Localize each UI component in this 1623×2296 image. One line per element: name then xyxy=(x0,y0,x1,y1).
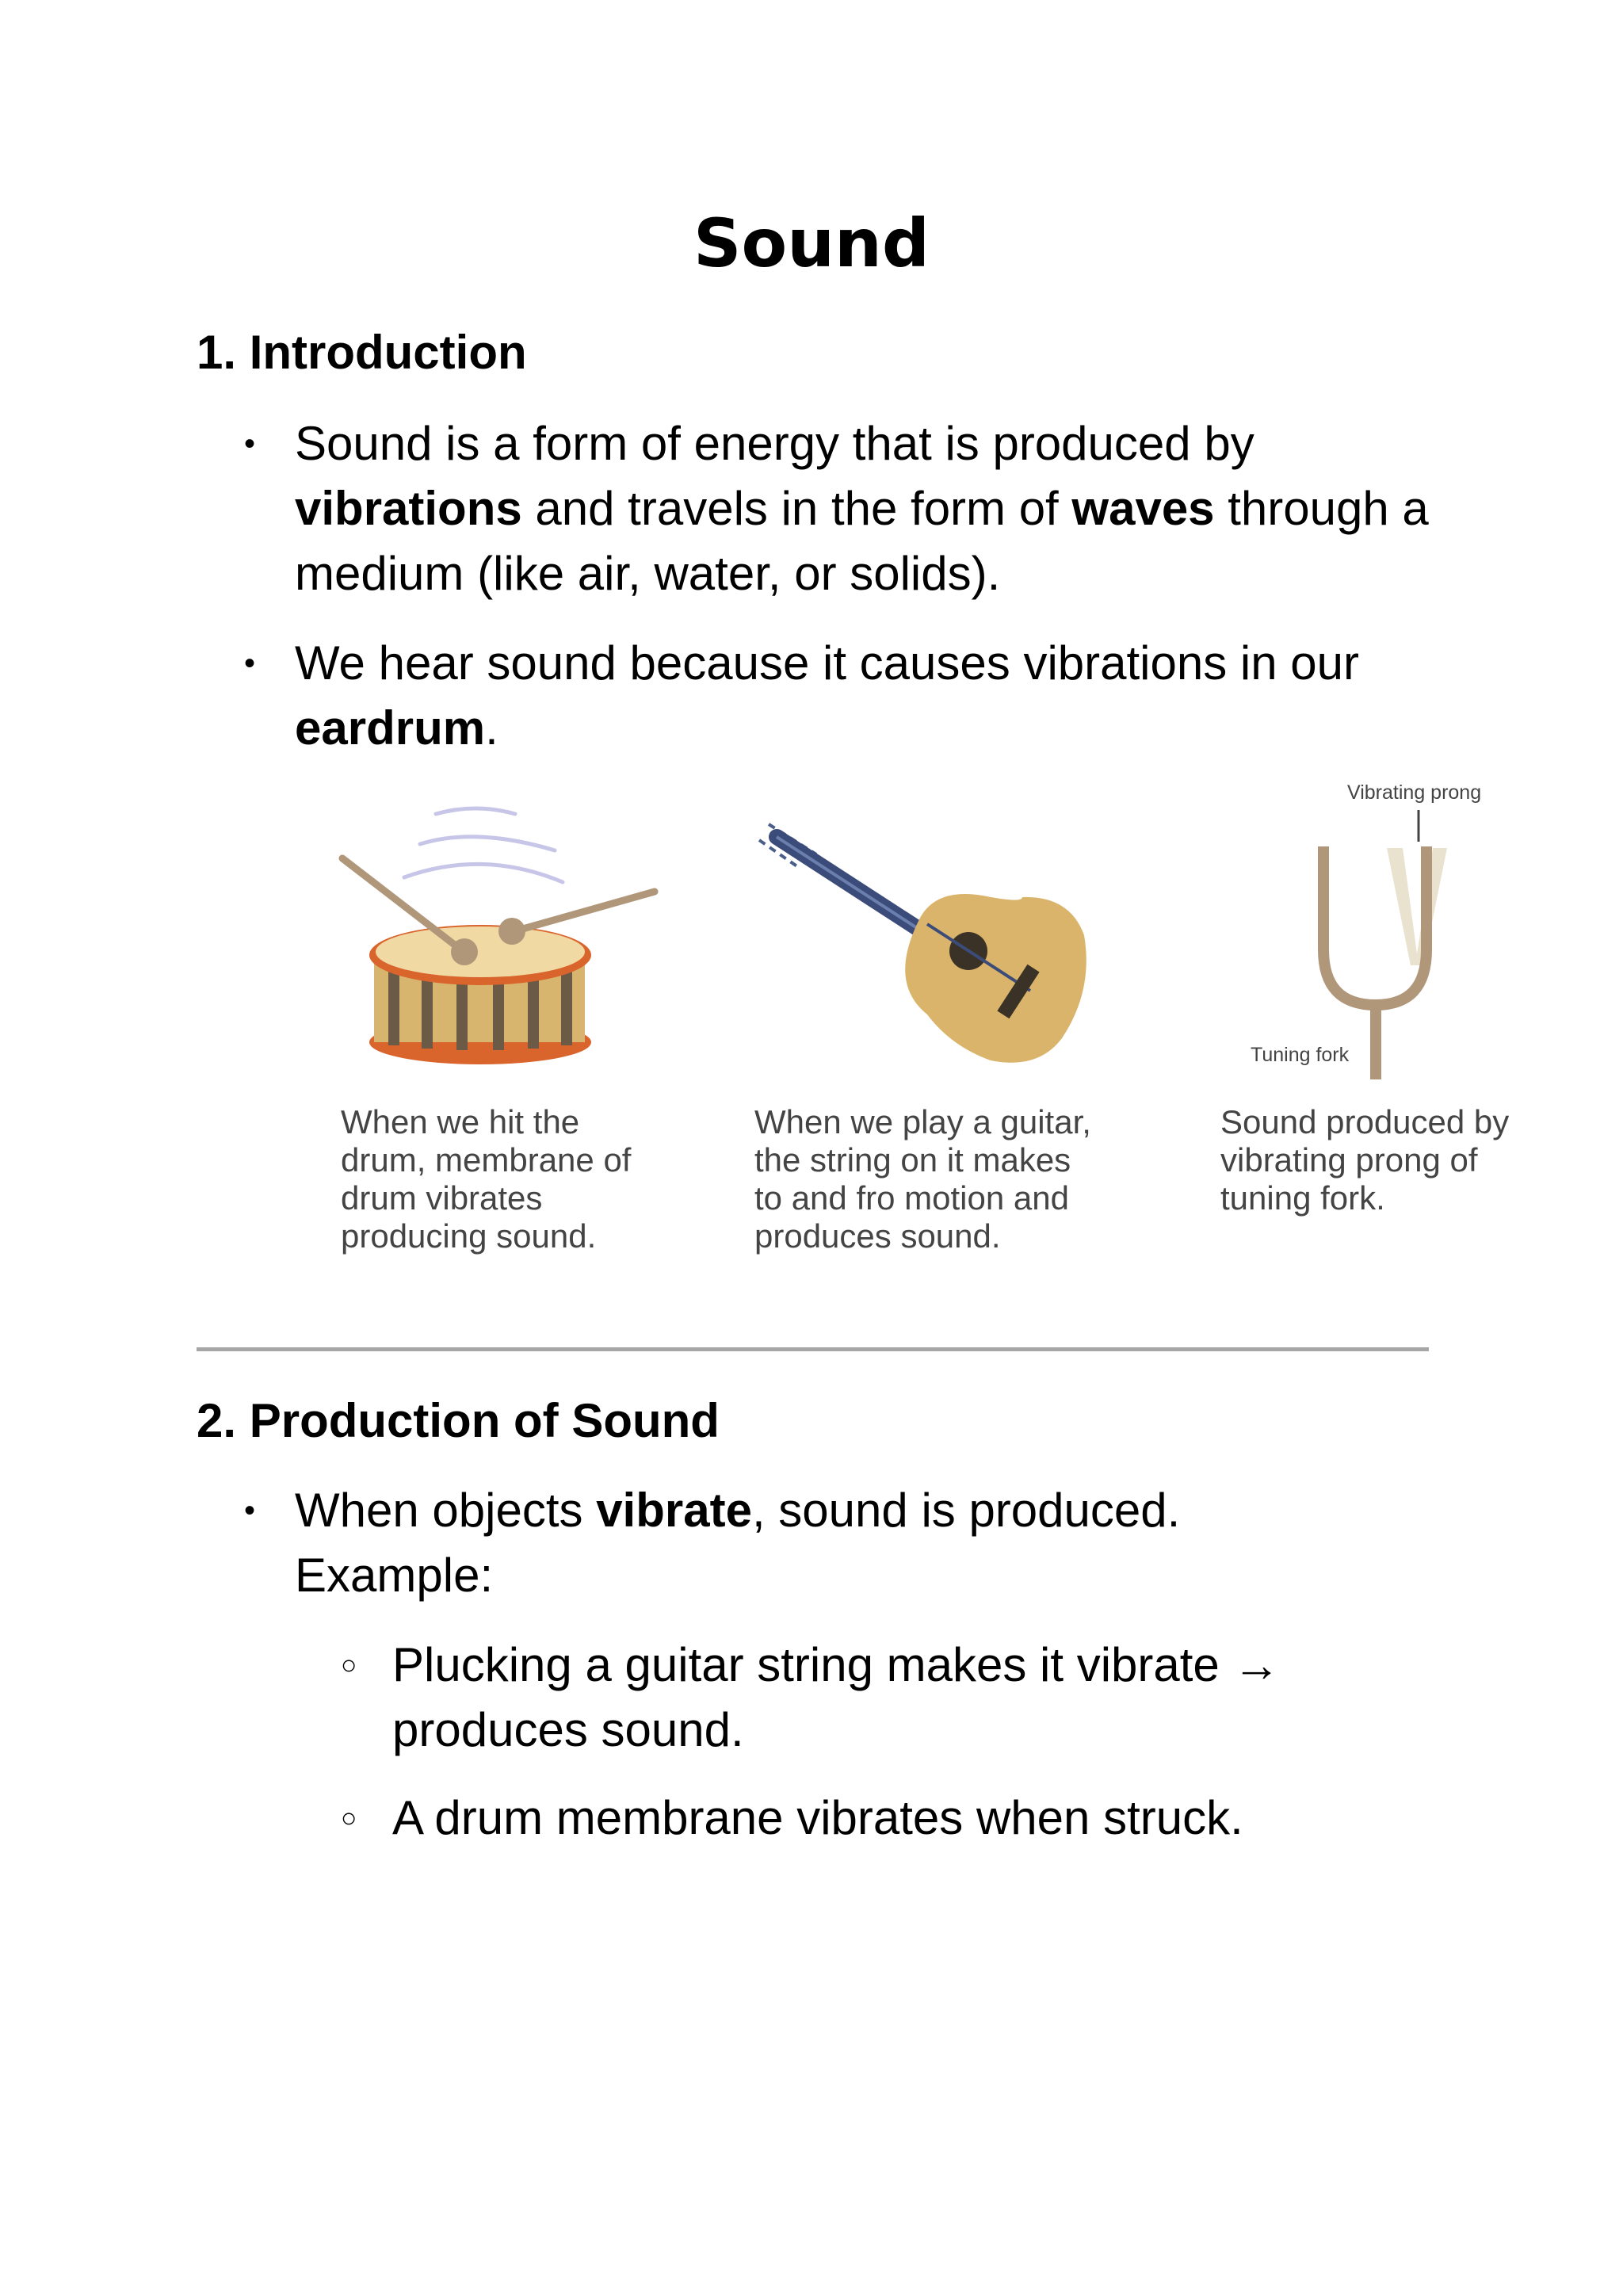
sub-bullet-circle: ○ xyxy=(341,1803,357,1833)
example-item-drum: A drum membrane vibrates when struck. xyxy=(392,1791,1243,1844)
guitar-icon xyxy=(777,837,1086,1063)
section-heading-introduction: 1. Introduction xyxy=(197,326,527,379)
bullet-dot: • xyxy=(244,426,256,461)
bullet-dot: • xyxy=(244,646,256,681)
sound-waves-icon xyxy=(404,808,563,882)
section-heading-production: 2. Production of Sound xyxy=(197,1394,720,1447)
drum-illustration xyxy=(325,797,674,1066)
example-item-guitar: Plucking a guitar string makes it vibrate → produces sound. xyxy=(392,1638,1281,1756)
vibrating-prong-ghost xyxy=(1387,848,1419,965)
bold-term-vibrations: vibrations xyxy=(295,482,522,535)
bullet-text: through a medium (like air, water, or solids). xyxy=(295,482,1429,600)
tuning-fork-caption: Sound produced by vibrating prong of tuning fork. xyxy=(1220,1103,1510,1217)
guitar-illustration xyxy=(753,808,1102,1078)
bullet-text: Sound is a form of energy that is produced by xyxy=(295,417,1254,470)
guitar-caption: When we play a guitar, the string on it makes to and fro motion and produces sound. xyxy=(754,1103,1091,1255)
tuning-fork-label: Tuning fork xyxy=(1251,1044,1350,1066)
bullet-text: We hear sound because it causes vibrations in our xyxy=(295,636,1359,690)
intro-bullet-2 xyxy=(295,631,1468,761)
vibrating-prong-label: Vibrating prong xyxy=(1347,781,1482,804)
page-title: Sound xyxy=(693,204,930,282)
bullet-text: , sound is produced. Example: xyxy=(295,1484,1181,1602)
bullet-text: . xyxy=(485,701,498,755)
tuning-fork-illustration xyxy=(1300,810,1458,1079)
intro-bullet-1 xyxy=(295,411,1468,606)
sub-bullet-circle: ○ xyxy=(341,1650,357,1680)
drum-caption: When we hit the drum, membrane of drum vibrates producing sound. xyxy=(341,1103,632,1255)
section-divider xyxy=(197,1347,1429,1351)
bold-term-eardrum: eardrum xyxy=(295,701,486,755)
bullet-text: and travels in the form of xyxy=(521,482,1072,535)
bullet-text: When objects xyxy=(295,1484,597,1537)
bold-term-waves: waves xyxy=(1071,482,1215,535)
drum-icon xyxy=(369,925,591,1064)
bullet-dot: • xyxy=(244,1493,256,1528)
production-bullet xyxy=(295,1478,1262,1608)
bold-term-vibrate: vibrate xyxy=(596,1484,752,1537)
